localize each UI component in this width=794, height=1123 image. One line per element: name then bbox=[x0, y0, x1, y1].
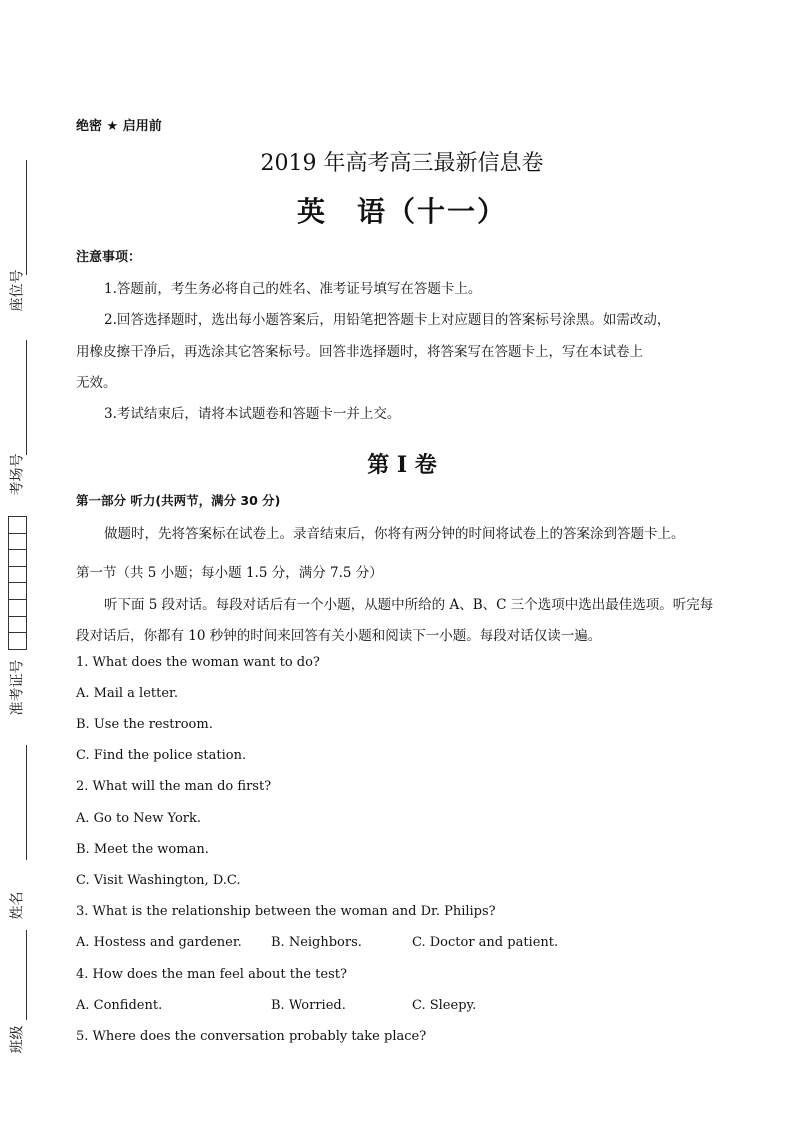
question-4-stem: 4. How does the man feel about the test? bbox=[76, 967, 347, 982]
question-5-stem: 5. Where does the conversation probably take place? bbox=[76, 1029, 427, 1044]
question-3-stem: 3. What is the relationship between the woman and Dr. Philips? bbox=[76, 904, 496, 919]
question-2-option-b: B. Meet the woman. bbox=[76, 842, 209, 857]
secret-mark: 绝密 ★ 启用前 bbox=[76, 119, 162, 134]
grid-cell bbox=[9, 534, 26, 551]
subject-title: 英 语（十一） bbox=[296, 195, 507, 228]
exam-id-label: 准考证号 bbox=[9, 659, 26, 716]
part1-instruction: 做题时，先将答案标在试卷上。录音结束后，你将有两分钟的时间将试卷上的答案涂到答题卡上。 bbox=[104, 526, 685, 542]
section1-instruction-cont: 段对话后，你都有 10 秒钟的时间来回答有关小题和阅读下一小题。每段对话仅读一遍。 bbox=[76, 628, 602, 644]
grid-cell bbox=[9, 567, 26, 584]
question-4-option-a: A. Confident. bbox=[76, 998, 163, 1013]
question-4-option-c: C. Sleepy. bbox=[412, 998, 477, 1013]
name-label: 姓名 bbox=[9, 891, 26, 920]
margin-line bbox=[26, 745, 27, 860]
part1-heading: 第一部分 听力(共两节，满分 30 分) bbox=[76, 493, 281, 508]
class-label: 班级 bbox=[9, 1025, 26, 1054]
exam-room-label: 考场号 bbox=[9, 453, 26, 496]
margin-line bbox=[26, 340, 27, 455]
question-3-option-b: B. Neighbors. bbox=[271, 935, 362, 950]
exam-title: 2019 年高考高三最新信息卷 bbox=[260, 151, 544, 176]
question-3-option-a: A. Hostess and gardener. bbox=[76, 935, 242, 950]
section1-heading: 第一节（共 5 小题；每小题 1.5 分，满分 7.5 分） bbox=[76, 565, 383, 581]
grid-cell bbox=[9, 633, 26, 650]
exam-id-grid bbox=[8, 516, 27, 650]
margin-line bbox=[26, 160, 27, 275]
notice-item-1: 1.答题前，考生务必将自己的姓名、准考证号填写在答题卡上。 bbox=[104, 281, 482, 297]
grid-cell bbox=[9, 617, 26, 634]
notice-item-2-cont: 用橡皮擦干净后，再选涂其它答案标号。回答非选择题时，将答案写在答题卡上，写在本试卷上 bbox=[76, 344, 643, 360]
section1-instruction: 听下面 5 段对话。每段对话后有一个小题，从题中所给的 A、B、C 三个选项中选出最佳选项。听完每 bbox=[104, 597, 714, 613]
question-1-option-a: A. Mail a letter. bbox=[76, 686, 178, 701]
volume-title: 第 I 卷 bbox=[367, 452, 437, 478]
notice-item-2-cont: 无效。 bbox=[76, 375, 117, 391]
question-2-option-c: C. Visit Washington, D.C. bbox=[76, 873, 241, 888]
seat-number-label: 座位号 bbox=[9, 269, 26, 312]
question-3-option-c: C. Doctor and patient. bbox=[412, 935, 559, 950]
question-2-stem: 2. What will the man do first? bbox=[76, 779, 272, 794]
question-2-option-a: A. Go to New York. bbox=[76, 811, 202, 826]
question-1-stem: 1. What does the woman want to do? bbox=[76, 655, 320, 670]
question-1-option-b: B. Use the restroom. bbox=[76, 717, 213, 732]
notice-item-3: 3.考试结束后，请将本试题卷和答题卡一并上交。 bbox=[104, 406, 401, 422]
grid-cell bbox=[9, 600, 26, 617]
notice-heading: 注意事项： bbox=[76, 250, 142, 265]
notice-item-2: 2.回答选择题时，选出每小题答案后，用铅笔把答题卡上对应题目的答案标号涂黑。如需改动， bbox=[104, 312, 671, 328]
grid-cell bbox=[9, 550, 26, 567]
margin-line bbox=[26, 930, 27, 1020]
grid-cell bbox=[9, 517, 26, 534]
grid-cell bbox=[9, 583, 26, 600]
question-4-option-b: B. Worried. bbox=[271, 998, 346, 1013]
question-1-option-c: C. Find the police station. bbox=[76, 748, 247, 763]
